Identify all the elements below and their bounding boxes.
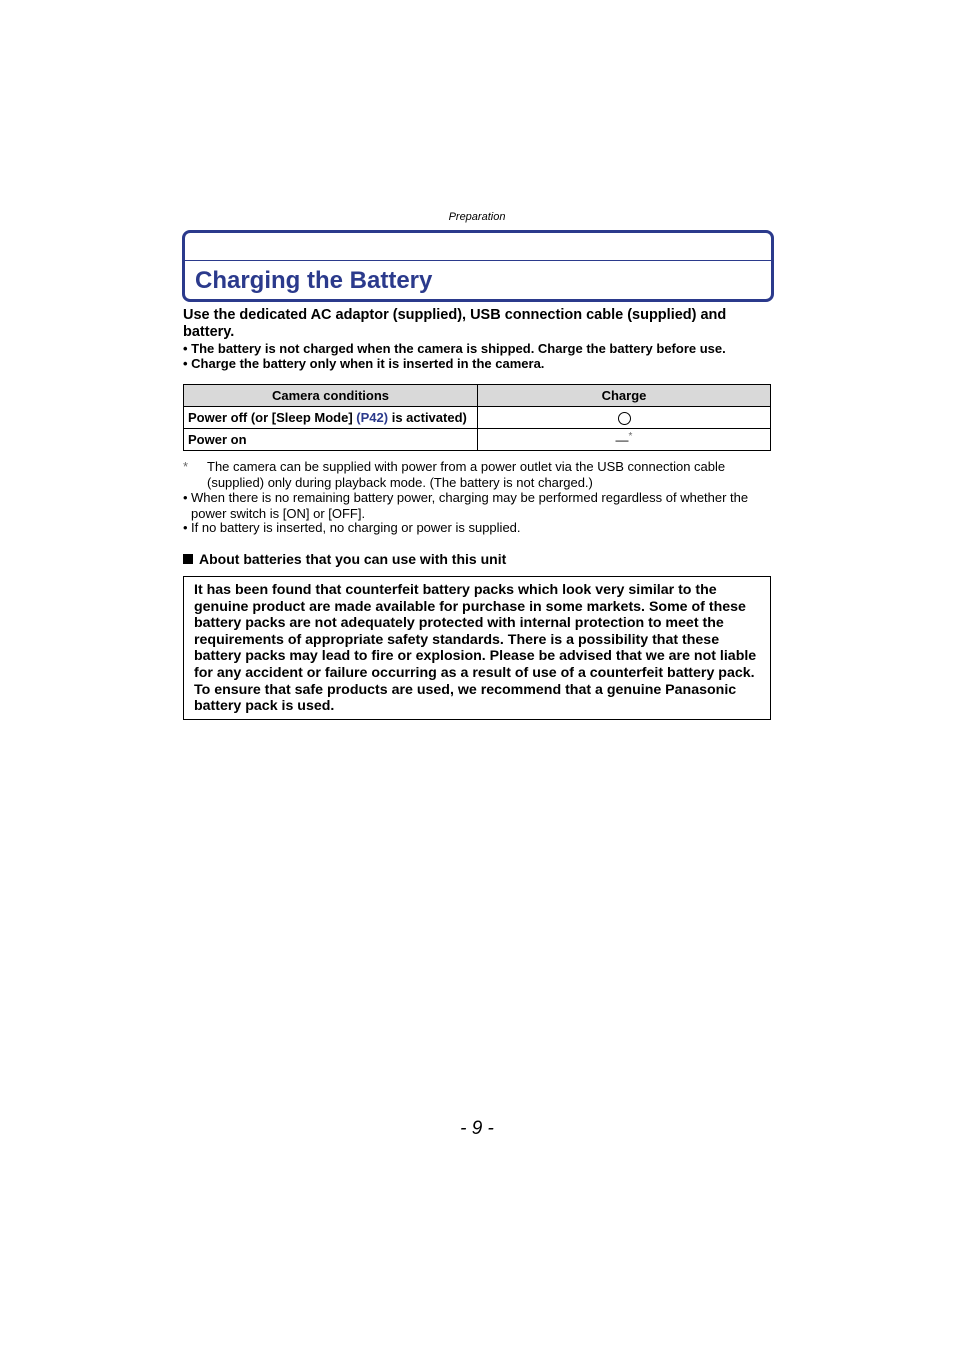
condition-text-suffix: is activated) xyxy=(388,410,467,425)
bullet-mark: • xyxy=(183,520,188,535)
charge-conditions-table xyxy=(183,384,771,451)
note-text: When there is no remaining battery power, charging may be performed regardless of whether the power switch is [ON] or [OFF]. xyxy=(191,490,749,521)
note-no-battery-power xyxy=(183,490,773,521)
bullet-not-charged: • The battery is not charged when the camera is shipped. Charge the battery before use. xyxy=(183,341,726,356)
note-no-battery-inserted xyxy=(183,520,773,536)
subheading xyxy=(183,551,506,567)
page-number: - 9 - xyxy=(460,1118,494,1139)
footnote-text: The camera can be supplied with power from a power outlet via the USB connection cable (supplied) only during playback mode. (The battery is not charged.) xyxy=(207,459,726,490)
note-text: If no battery is inserted, no charging or power is supplied. xyxy=(191,520,521,535)
bullet-charge-inserted: • Charge the battery only when it is inserted in the camera. xyxy=(183,356,545,371)
intro-text: Use the dedicated AC adaptor (supplied), USB connection cable (supplied) and battery. xyxy=(183,307,727,340)
circle-icon xyxy=(618,412,631,425)
condition-text-prefix: Power off (or [Sleep Mode] xyxy=(188,410,357,425)
square-bullet-icon xyxy=(183,554,193,564)
page-link-p42[interactable]: (P42) xyxy=(356,410,389,425)
table-cell-charge xyxy=(478,429,771,451)
asterisk-mark: * xyxy=(183,459,189,474)
title-box xyxy=(182,230,774,302)
bullet-mark: • xyxy=(183,490,188,505)
table-header-row xyxy=(184,385,771,407)
table-header-charge: Charge xyxy=(478,385,771,407)
warning-box: It has been found that counterfeit battery packs which look very similar to the genuine product are made available for purchase in some markets. Some of these battery packs are not adequately protected with internal protection to meet the requirements of appropriate safety standards. There is a possibility that these battery packs may lead to fire or explosion. Please be advised that we are not liable for any accident or failure occurring as a result of use of a counterfeit battery pack. To ensure that safe products are used, we recommend that a genuine Panasonic battery pack is used. xyxy=(183,576,771,720)
table-cell-condition xyxy=(184,407,478,429)
section-label: Preparation xyxy=(448,211,506,223)
page-title: Charging the Battery xyxy=(195,267,433,294)
table-cell-condition: Power on xyxy=(184,429,478,451)
charge-dash: — xyxy=(615,432,629,448)
footnote-usb-power xyxy=(183,459,773,490)
table-row xyxy=(184,429,771,451)
table-cell-charge xyxy=(478,407,771,429)
table-header-conditions: Camera conditions xyxy=(184,385,478,407)
title-rule xyxy=(185,260,771,261)
table-row xyxy=(184,407,771,429)
asterisk-mark: * xyxy=(628,431,633,443)
subheading-text: About batteries that you can use with this unit xyxy=(199,551,507,567)
